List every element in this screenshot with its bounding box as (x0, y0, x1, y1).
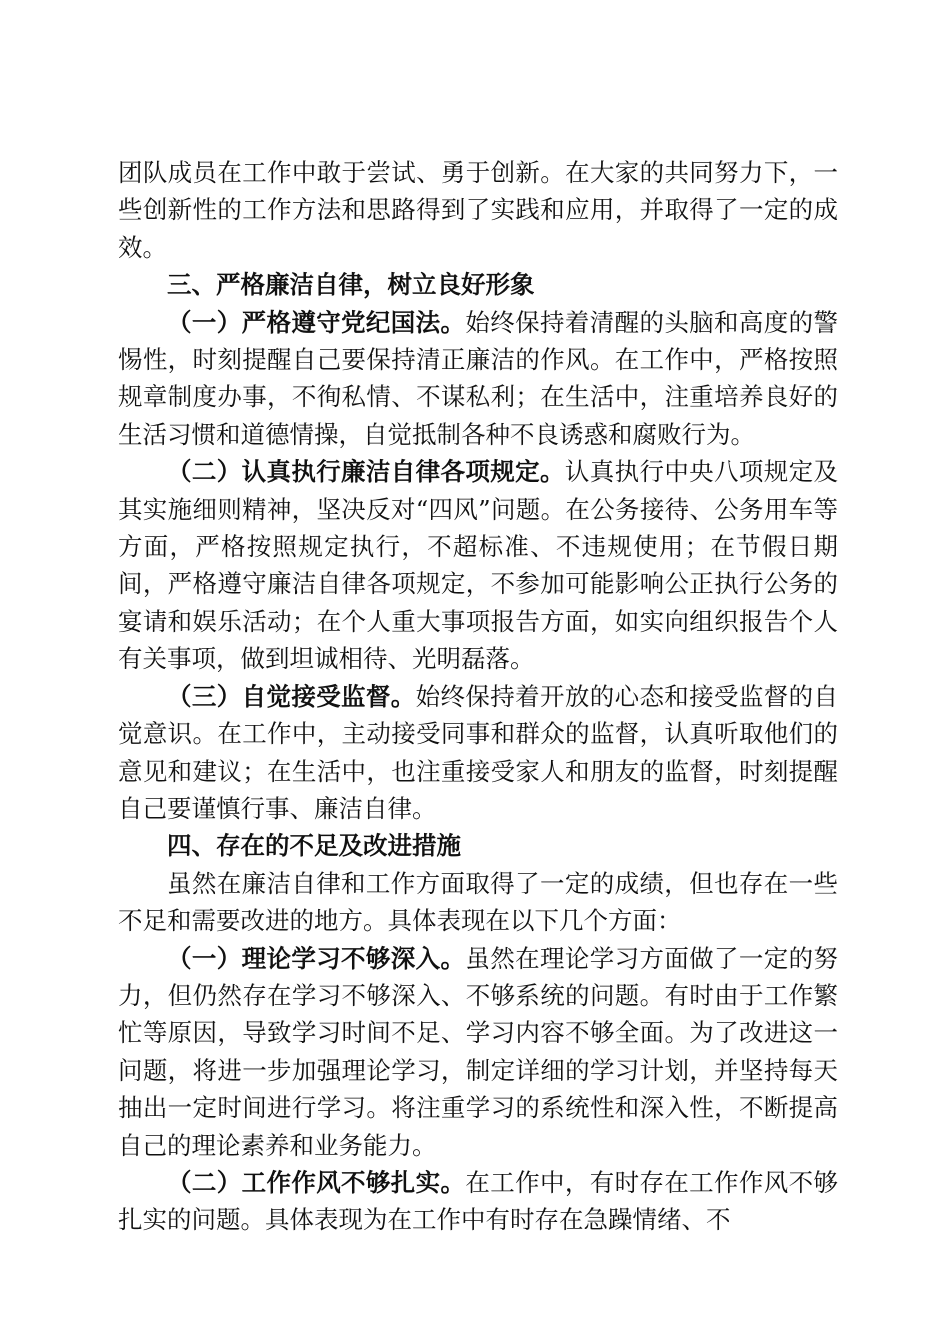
intro-paragraph: 团队成员在工作中敢于尝试、勇于创新。在大家的共同努力下，一些创新性的工作方法和思路得到了实践和应用，并取得了一定的成效。 (118, 158, 838, 262)
item-lead: （一）严格遵守党纪国法。 (167, 307, 466, 337)
section-three-heading: 三、严格廉洁自律，树立良好形象 (167, 270, 535, 300)
item-lead: （三）自觉接受监督。 (167, 681, 416, 711)
section-three-item-1 (118, 304, 838, 454)
item-body: 在工作中，有时存在工作作风不够扎实的问题。具体表现为在工作中有时存在急躁情绪、不 (118, 1167, 839, 1235)
item-lead: （二）工作作风不够扎实。 (167, 1167, 466, 1197)
section-three-item-2 (118, 453, 838, 677)
item-lead: （一）理论学习不够深入。 (167, 943, 466, 973)
item-body: 虽然在理论学习方面做了一定的努力，但仍然存在学习不够深入、不够系统的问题。有时由于工作繁忙等原因，导致学习时间不足、学习内容不够全面。为了改进这一问题，将进一步加强理论学习，制定详细的学习计划，并坚持每天抽出一定时间进行学习。将注重学习的系统性和深入性，不断提高自己的理论素养和业务能力。 (118, 943, 839, 1160)
item-body: 认真执行中央八项规定及其实施细则精神，坚决反对“四风”问题。在公务接待、公务用车等方面，严格按照规定执行，不超标准、不违规使用；在节假日期间，严格遵守廉洁自律各项规定，不参加可能影响公正执行公务的宴请和娱乐活动；在个人重大事项报告方面，如实向组织报告个人有关事项，做到坦诚相待、光明磊落。 (118, 457, 839, 674)
section-four-intro: 虽然在廉洁自律和工作方面取得了一定的成绩，但也存在一些不足和需要改进的地方。具体表现在以下几个方面： (118, 868, 838, 936)
item-body: 始终保持着清醒的头脑和高度的警惕性，时刻提醒自己要保持清正廉洁的作风。在工作中，严格按照规章制度办事，不徇私情、不谋私利；在生活中，注重培养良好的生活习惯和道德情操，自觉抵制各种不良诱惑和腐败行为。 (118, 307, 839, 449)
section-four-heading: 四、存在的不足及改进措施 (167, 831, 461, 861)
item-body: 始终保持着开放的心态和接受监督的自觉意识。在工作中，主动接受同事和群众的监督，认真听取他们的意见和建议；在生活中，也注重接受家人和朋友的监督，时刻提醒自己要谨慎行事、廉洁自律。 (118, 681, 839, 823)
section-four-item-2 (118, 1164, 838, 1239)
section-four-item-1 (118, 940, 838, 1164)
section-three-item-3 (118, 678, 838, 828)
item-lead: （二）认真执行廉洁自律各项规定。 (167, 457, 565, 487)
document-page (118, 154, 838, 1239)
